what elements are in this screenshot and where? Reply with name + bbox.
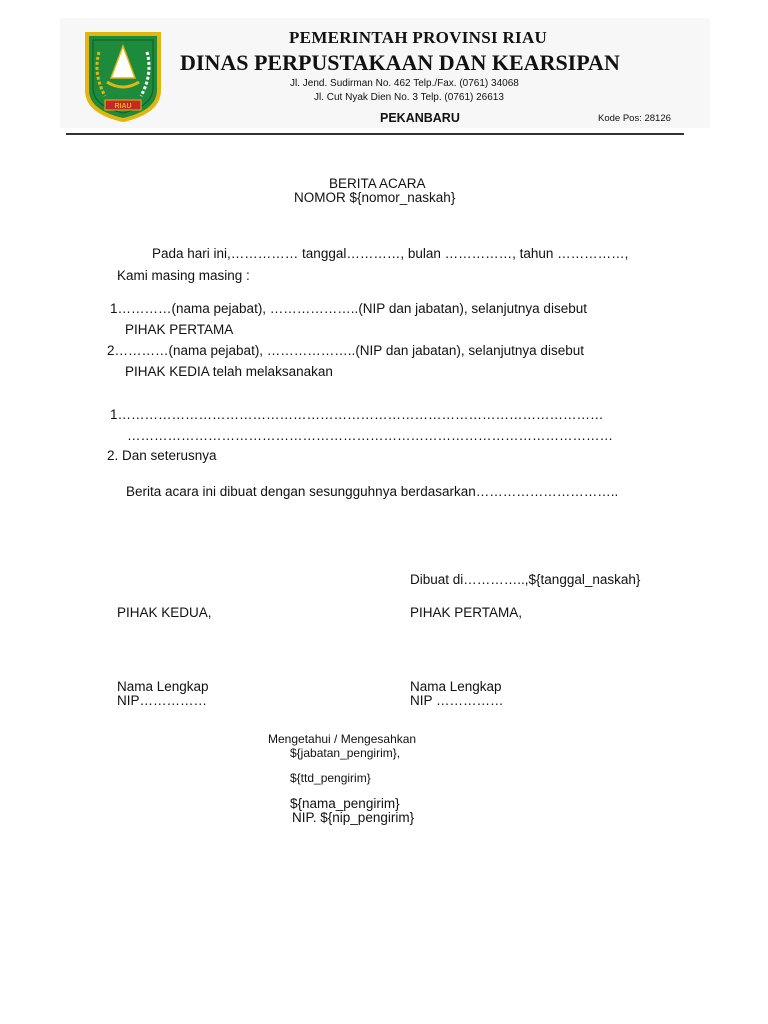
signature-right-nip: NIP …………… <box>410 693 504 708</box>
document-number: NOMOR ${nomor_naskah} <box>294 190 456 205</box>
letterhead-city: PEKANBARU <box>380 111 460 125</box>
party-1-line: 1…………(nama pejabat), ………………..(NIP dan jabatan), selanjutnya disebut <box>110 301 587 316</box>
approval-position: ${jabatan_pengirim}, <box>290 746 401 760</box>
letterhead-agency-name: DINAS PERPUSTAKAAN DAN KEARSIPAN <box>180 50 620 75</box>
activity-point-2: 2. Dan seterusnya <box>107 448 217 463</box>
document-title: BERITA ACARA <box>329 176 426 191</box>
approval-heading: Mengetahui / Mengesahkan <box>268 732 417 746</box>
place-date-line: Dibuat di…………..,${tanggal_naskah} <box>410 572 641 587</box>
riau-emblem-logo <box>83 30 163 122</box>
signature-left-nip: NIP…………… <box>117 693 208 708</box>
party-2-label: PIHAK KEDIA telah melaksanakan <box>125 364 333 379</box>
party-1-label: PIHAK PERTAMA <box>125 322 234 337</box>
activity-point-1-continued: ……………………………………………………………………………………………… <box>127 428 613 443</box>
emblem-banner-text: RIAU <box>114 103 132 110</box>
intro-paragraph: Pada hari ini,…………… tanggal…………, bulan ……………, tahun ……………, <box>152 246 629 261</box>
approval-nip: NIP. ${nip_pengirim} <box>292 810 415 825</box>
activity-point-1: 1……………………………………………………………………………………………… <box>110 407 604 422</box>
signature-left-party: PIHAK KEDUA, <box>117 605 212 620</box>
letterhead-divider <box>66 133 684 135</box>
letterhead-government-name: PEMERINTAH PROVINSI RIAU <box>289 28 548 47</box>
closing-statement: Berita acara ini dibuat dengan sesungguhnya berdasarkan………………………….. <box>126 484 619 499</box>
signature-right-name: Nama Lengkap <box>410 679 502 694</box>
letterhead-address-1: Jl. Jend. Sudirman No. 462 Telp./Fax. (0761) 34068 <box>290 78 519 89</box>
signature-left-name: Nama Lengkap <box>117 679 209 694</box>
parties-intro: Kami masing masing : <box>117 268 250 283</box>
approval-signature-placeholder: ${ttd_pengirim} <box>290 771 371 785</box>
letterhead-address-2: Jl. Cut Nyak Dien No. 3 Telp. (0761) 26613 <box>314 92 504 103</box>
party-2-line: 2…………(nama pejabat), ………………..(NIP dan jabatan), selanjutnya disebut <box>107 343 584 358</box>
approval-name: ${nama_pengirim} <box>290 796 400 811</box>
signature-right-party: PIHAK PERTAMA, <box>410 605 523 620</box>
letterhead-postal-code: Kode Pos: 28126 <box>598 113 671 124</box>
